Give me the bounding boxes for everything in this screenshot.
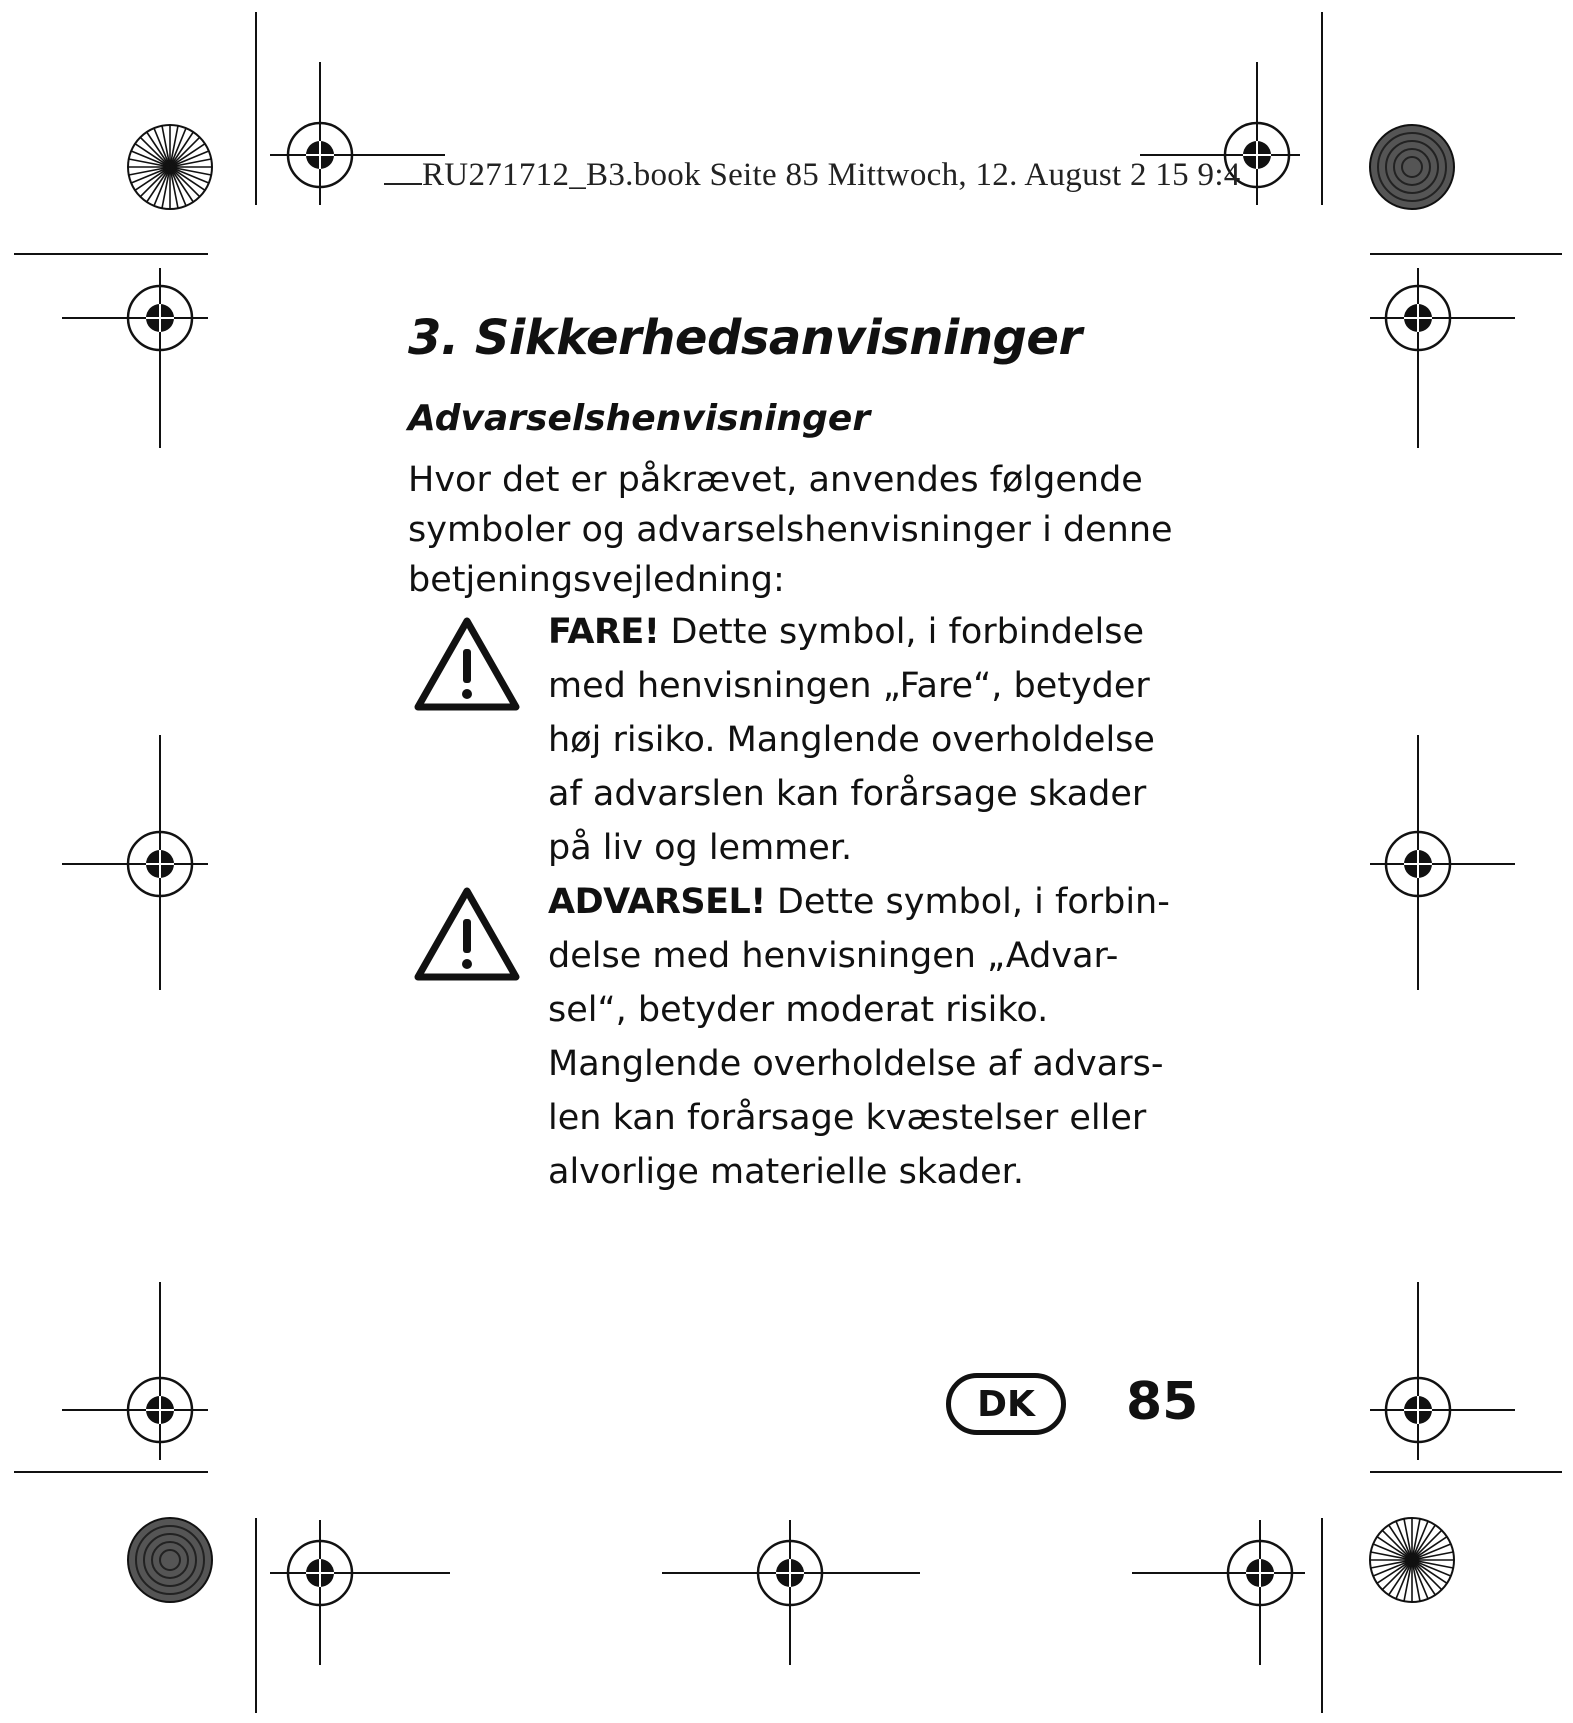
warning-line: alvorlige materielle skader.: [548, 1152, 1024, 1192]
warning-line: på liv og lemmer.: [548, 828, 853, 868]
print-slug-line: [384, 155, 1241, 194]
warning-line: len kan forårsage kvæstelser eller: [548, 1098, 1147, 1138]
intro-line: symboler og advarselshenvisninger i denne: [408, 510, 1173, 550]
intro-line: betjeningsvejledning:: [408, 560, 785, 600]
warning-line: med henvisningen „Fare“, betyder: [548, 666, 1150, 706]
warning-text: [548, 605, 1208, 875]
warning-keyword: FARE!: [548, 612, 660, 652]
language-badge: DK: [946, 1373, 1066, 1435]
section-subtitle: Advarselshenvisninger: [408, 398, 871, 439]
warning-text: [548, 875, 1208, 1199]
warning-line: Dette symbol, i forbindelse: [659, 612, 1145, 652]
slug-text: RU271712_B3.book Seite 85 Mittwoch, 12. August 2 15 9:4: [422, 157, 1241, 193]
warning-line: af advarslen kan forårsage skader: [548, 774, 1147, 814]
warning-line: høj risiko. Manglende overholdelse: [548, 720, 1155, 760]
warning-line: Dette symbol, i forbin-: [765, 882, 1170, 922]
intro-line: Hvor det er påkrævet, anvendes følgende: [408, 460, 1143, 500]
warning-line: delse med henvisningen „Advar-: [548, 936, 1119, 976]
warning-keyword: ADVARSEL!: [548, 882, 766, 922]
slug-underscore: [384, 155, 422, 185]
page-number: 85: [1126, 1372, 1199, 1432]
warning-line: Manglende overholdelse af advars-: [548, 1044, 1164, 1084]
warning-triangle-icon: [412, 885, 522, 985]
warning-triangle-icon: [412, 615, 522, 715]
warning-line: sel“, betyder moderat risiko.: [548, 990, 1049, 1030]
intro-paragraph: [408, 455, 1208, 605]
section-title: 3. Sikkerhedsanvisninger: [408, 310, 1082, 366]
